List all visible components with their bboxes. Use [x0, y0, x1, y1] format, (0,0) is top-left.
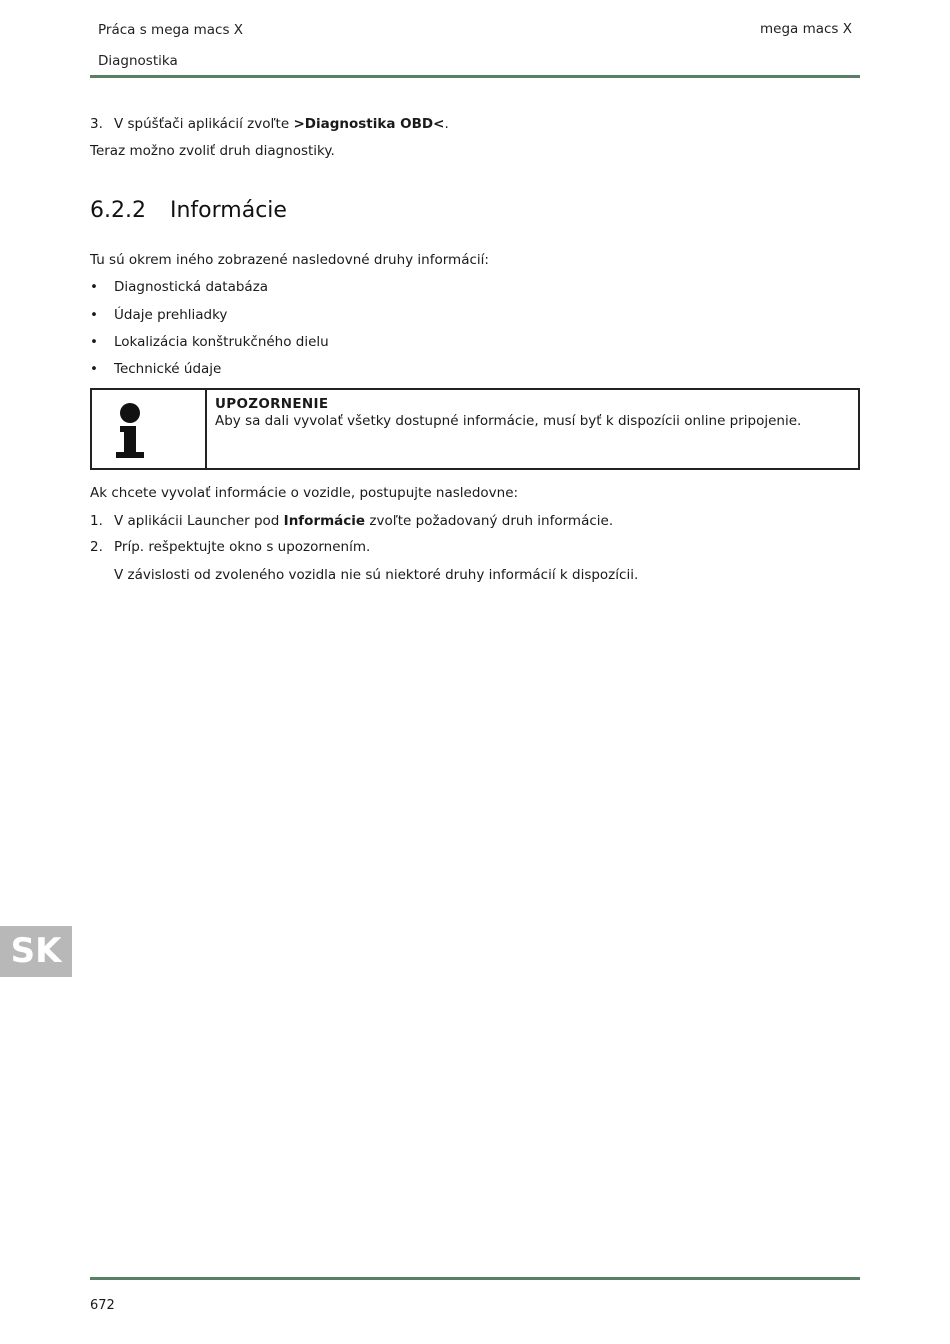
- step-3: [90, 115, 449, 133]
- bullet: •: [90, 307, 98, 323]
- step-3-result: Teraz možno zvoliť druh diagnostiky.: [90, 143, 335, 159]
- header-product: mega macs X: [759, 21, 852, 37]
- procedure-intro: Ak chcete vyvolať informácie o vozidle, postupujte nasledovne:: [90, 485, 519, 501]
- step-text-bold: >Diagnostika OBD<: [293, 116, 445, 132]
- step-text-bold: Informácie: [283, 513, 366, 529]
- step-number: 1.: [90, 513, 103, 529]
- header-rule: [90, 75, 860, 78]
- section-title: Informácie: [170, 198, 287, 223]
- step-2-note: V závislosti od zvoleného vozidla nie sú niektoré druhy informácií k dispozícii.: [114, 567, 639, 583]
- bullet: •: [90, 334, 98, 350]
- header-section: Diagnostika: [98, 53, 178, 69]
- list-item: [90, 360, 221, 378]
- language-tab: SK: [0, 926, 72, 977]
- step-text-before: V aplikácii Launcher pod: [114, 513, 284, 529]
- list-item-text: Technické údaje: [114, 361, 222, 377]
- notice-heading: UPOZORNENIE: [215, 396, 329, 412]
- step-text-before: V spúšťači aplikácií zvoľte: [114, 116, 294, 132]
- bullet: •: [90, 361, 98, 377]
- info-icon: [114, 402, 152, 460]
- list-item: [90, 306, 227, 324]
- footer-rule: [90, 1277, 860, 1280]
- list-item: [90, 278, 268, 296]
- list-item-text: Diagnostická databáza: [114, 279, 269, 295]
- list-item-text: Údaje prehliadky: [114, 307, 228, 323]
- page-number: 672: [90, 1298, 115, 1313]
- intro-text: Tu sú okrem iného zobrazené nasledovné druhy informácií:: [90, 252, 489, 268]
- bullet: •: [90, 279, 98, 295]
- notice-box: [90, 388, 860, 470]
- notice-text: Aby sa dali vyvolať všetky dostupné informácie, musí byť k dispozícii online pripojenie.: [215, 413, 802, 429]
- section-heading: [90, 198, 287, 223]
- step-text: Príp. rešpektujte okno s upozornením.: [114, 539, 371, 555]
- step-text-after: .: [444, 116, 449, 132]
- step-2: [90, 538, 370, 556]
- step-number: 3.: [90, 116, 103, 132]
- step-number: 2.: [90, 539, 103, 555]
- list-item-text: Lokalizácia konštrukčného dielu: [114, 334, 329, 350]
- section-number: 6.2.2: [90, 198, 146, 223]
- header-chapter: Práca s mega macs X: [98, 22, 244, 38]
- list-item: [90, 333, 329, 351]
- notice-icon-cell: [92, 390, 207, 468]
- step-text-after: zvoľte požadovaný druh informácie.: [365, 513, 614, 529]
- step-1: [90, 512, 613, 530]
